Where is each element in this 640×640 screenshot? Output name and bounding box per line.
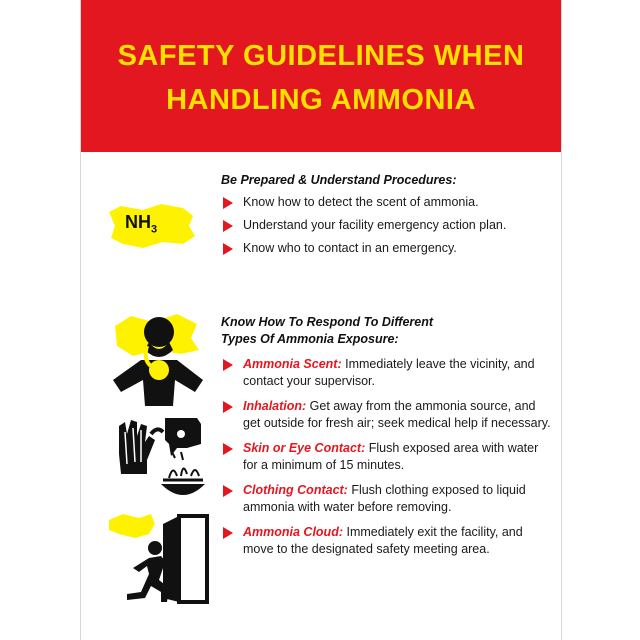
- red-arrow-icon: [223, 243, 233, 255]
- poster-header: [81, 0, 561, 152]
- list-item: Skin or Eye Contact: Flush exposed area with water for a minimum of 15 minutes.: [221, 440, 551, 474]
- list-item: Know how to detect the scent of ammonia.: [221, 194, 551, 211]
- title-line-1: SAFETY GUIDELINES WHEN: [117, 40, 525, 72]
- nh3-badge: [103, 198, 199, 254]
- exit-door-runner-icon: [105, 510, 215, 606]
- red-arrow-icon: [223, 220, 233, 232]
- red-arrow-icon: [223, 527, 233, 539]
- title-line-2: HANDLING AMMONIA: [166, 84, 476, 116]
- nh3-text: NH: [125, 212, 151, 232]
- exposure-list: [221, 356, 551, 558]
- red-arrow-icon: [223, 401, 233, 413]
- person-choking-icon: [107, 310, 207, 410]
- list-item: Understand your facility emergency action plan.: [221, 217, 551, 234]
- list-item: Inhalation: Get away from the ammonia source, and get outside for fresh air; seek medical help if necessary.: [221, 398, 551, 432]
- list-item: Know who to contact in an emergency.: [221, 240, 551, 257]
- red-arrow-icon: [223, 485, 233, 497]
- red-arrow-icon: [223, 359, 233, 371]
- safety-poster: [80, 0, 562, 640]
- section-respond-heading: Know How To Respond To Different Types Of Ammonia Exposure:: [221, 315, 434, 346]
- list-item: Ammonia Scent: Immediately leave the vicinity, and contact your supervisor.: [221, 356, 551, 390]
- nh3-subscript: 3: [151, 223, 158, 236]
- list-item: Ammonia Cloud: Immediately exit the facility, and move to the designated safety meeting area.: [221, 524, 551, 558]
- red-arrow-icon: [223, 443, 233, 455]
- hand-eye-wash-icon: [111, 414, 211, 504]
- section-prepared-heading: Be Prepared & Understand Procedures:: [221, 173, 457, 187]
- red-arrow-icon: [223, 197, 233, 209]
- prepared-list: [221, 194, 551, 257]
- list-item: Clothing Contact: Flush clothing exposed to liquid ammonia with water before removing.: [221, 482, 551, 516]
- poster-title: [81, 34, 561, 122]
